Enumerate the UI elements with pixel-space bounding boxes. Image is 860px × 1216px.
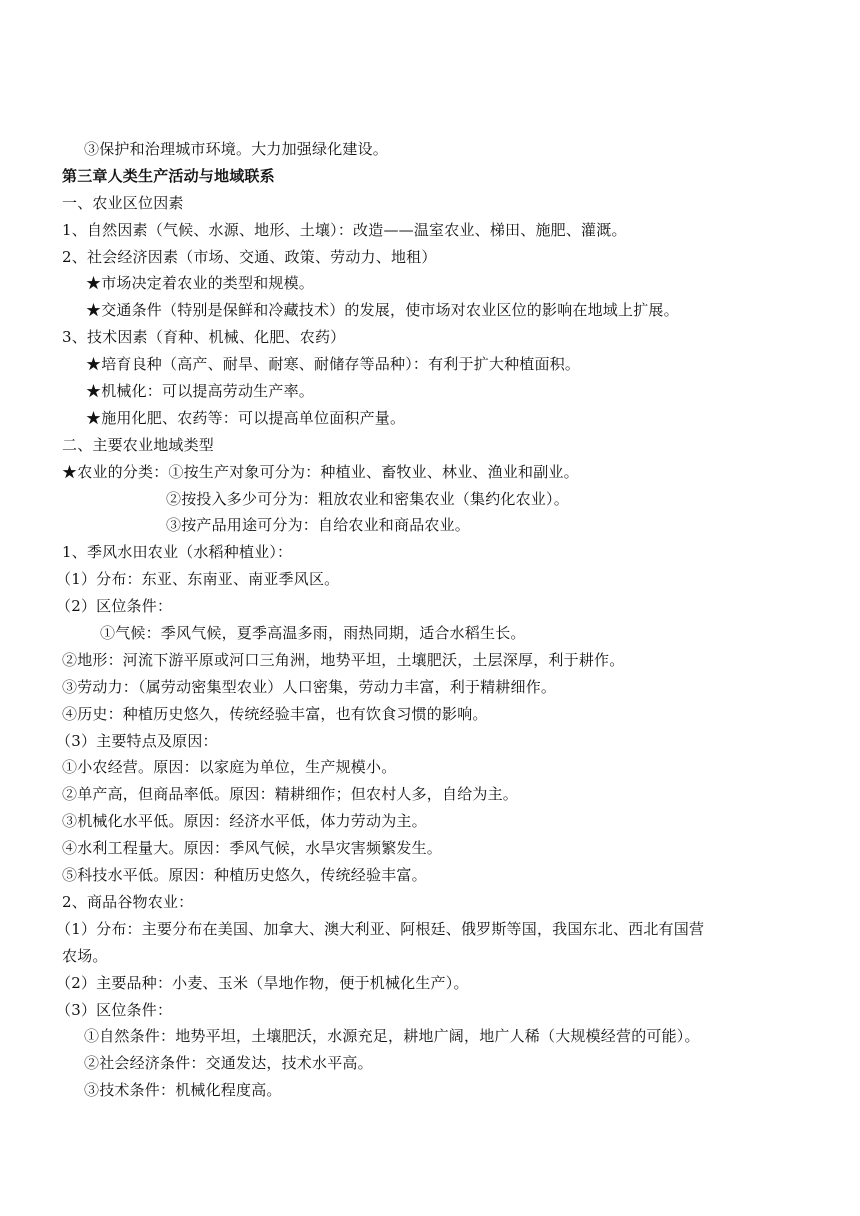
text-line: ③技术条件：机械化程度高。 <box>84 1081 282 1100</box>
text-line: ①气候：季风气候，夏季高温多雨，雨热同期，适合水稻生长。 <box>100 624 526 643</box>
text-line: ③机械化水平低。原因：经济水平低，体力劳动为主。 <box>62 812 427 831</box>
text-line: （1）分布：东亚、东南亚、南亚季风区。 <box>56 570 340 589</box>
text-line: ②社会经济条件：交通发达，技术水平高。 <box>84 1054 373 1073</box>
chapter-heading: 第三章人类生产活动与地域联系 <box>62 166 275 185</box>
text-line: ③保护和治理城市环境。大力加强绿化建设。 <box>84 140 389 158</box>
text-line: 农场。 <box>62 946 108 965</box>
text-line: （2）区位条件： <box>56 597 173 616</box>
text-line: ★农业的分类：①按生产对象可分为：种植业、畜牧业、林业、渔业和副业。 <box>62 462 579 481</box>
text-line: （2）主要品种：小麦、玉米（旱地作物，便于机械化生产）。 <box>56 973 469 992</box>
text-line: 3、技术因素（育种、机械、化肥、农药） <box>62 328 346 347</box>
text-line: 1、自然因素（气候、水源、地形、土壤）：改造——温室农业、梯田、施肥、灌溉。 <box>62 220 627 239</box>
text-line: ②按投入多少可分为：粗放农业和密集农业（集约化农业）。 <box>166 489 569 508</box>
text-line: ②单产高，但商品率低。原因：精耕细作；但农村人多，自给为主。 <box>62 785 519 804</box>
text-line: ①自然条件：地势平坦，土壤肥沃，水源充足，耕地广阔，地广人稀（大规模经营的可能）。 <box>84 1027 700 1046</box>
text-line: 二、主要农业地域类型 <box>62 435 215 454</box>
text-line: ③按产品用途可分为：自给农业和商品农业。 <box>166 516 471 535</box>
text-line: ★施用化肥、农药等：可以提高单位面积产量。 <box>86 408 406 427</box>
document-body <box>56 136 810 1104</box>
text-line: 1、季风水田农业（水稻种植业）： <box>62 543 293 562</box>
text-line: ★交通条件（特别是保鲜和冷藏技术）的发展，使市场对农业区位的影响在地域上扩展。 <box>86 301 679 320</box>
text-line: ★市场决定着农业的类型和规模。 <box>86 274 315 293</box>
text-line: 一、农业区位因素 <box>62 193 184 212</box>
text-line: ④历史：种植历史悠久，传统经验丰富，也有饮食习惯的影响。 <box>62 704 488 723</box>
text-line: ①小农经营。原因：以家庭为单位，生产规模小。 <box>62 758 397 777</box>
text-line: ④水利工程量大。原因：季风气候，水旱灾害频繁发生。 <box>62 839 443 858</box>
text-line: 2、社会经济因素（市场、交通、政策、劳动力、地租） <box>62 247 437 266</box>
text-line: ★机械化：可以提高劳动生产率。 <box>86 382 315 401</box>
text-line: ⑤科技水平低。原因：种植历史悠久，传统经验丰富。 <box>62 866 427 885</box>
text-line: ★培育良种（高产、耐旱、耐寒、耐储存等品种）：有利于扩大种植面积。 <box>86 355 581 374</box>
text-line: 2、商品谷物农业： <box>62 892 194 911</box>
text-line: （1）分布：主要分布在美国、加拿大、澳大利亚、阿根廷、俄罗斯等国，我国东北、西北有国营 <box>56 919 705 938</box>
text-line: ③劳动力：（属劳动密集型农业）人口密集，劳动力丰富，利于精耕细作。 <box>62 677 557 696</box>
text-line: （3）区位条件： <box>56 1000 173 1019</box>
text-line: （3）主要特点及原因： <box>56 731 218 750</box>
text-line: ②地形：河流下游平原或河口三角洲，地势平坦，土壤肥沃，土层深厚，利于耕作。 <box>62 650 625 669</box>
